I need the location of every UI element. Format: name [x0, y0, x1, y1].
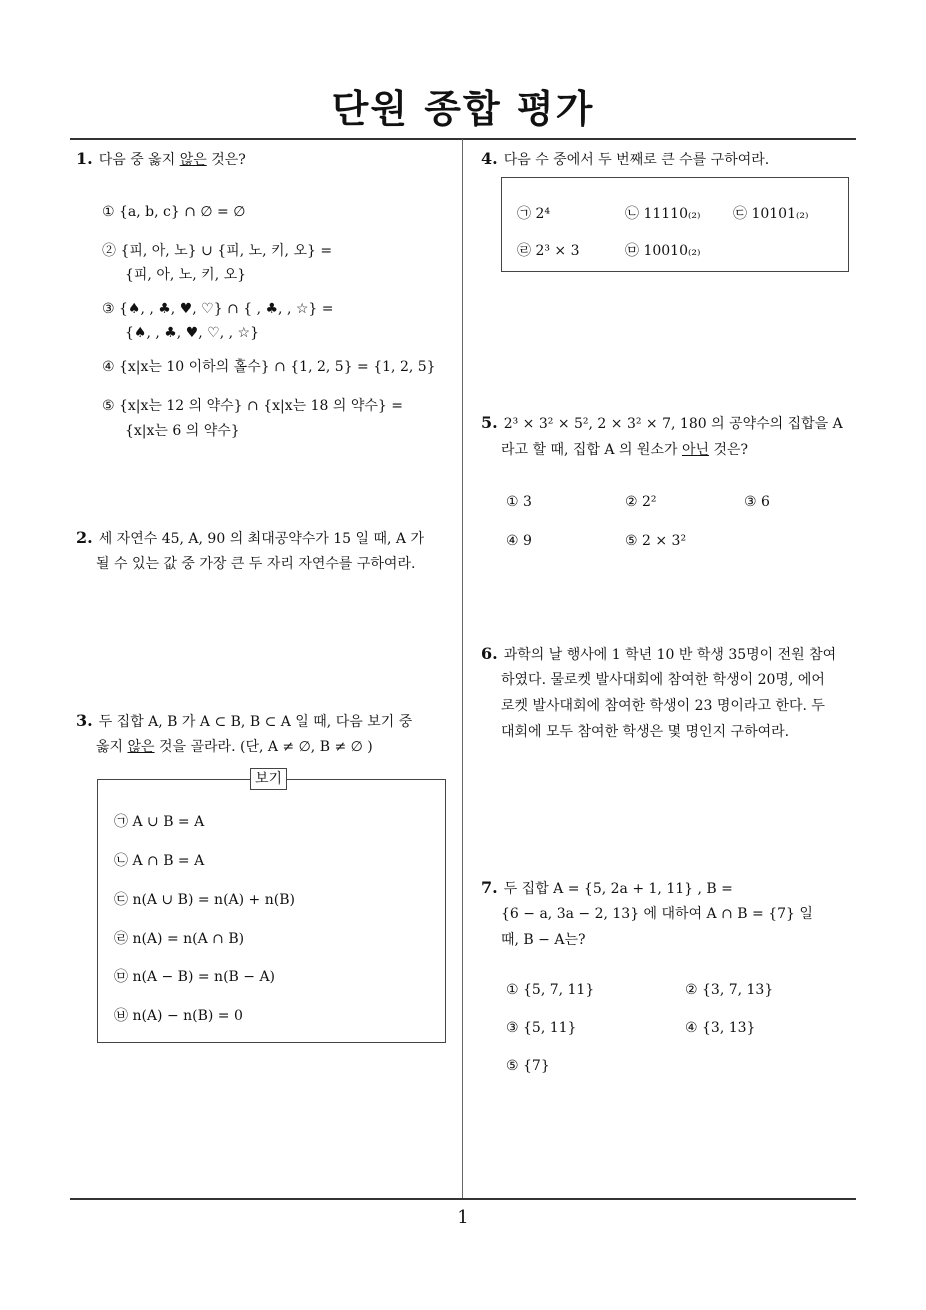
question-number: 4. [481, 149, 498, 168]
question-4-stem: 4. 다음 수 중에서 두 번째로 큰 수를 구하여라. [481, 149, 770, 168]
q7-choice-1: ① {5, 7, 11} [506, 982, 595, 998]
q5-choice-5: ⑤ 2 × 3² [625, 533, 687, 549]
q4-option-2: ㉡ 11110₍₂₎ [625, 206, 701, 222]
q1-choice-3: ③ {♠, , ♣, ♥, ♡} ∩ { , ♣, , ☆} = [102, 301, 334, 317]
column-divider [462, 139, 463, 1199]
question-6-line4: 대회에 모두 참여한 학생은 몇 명인지 구하여라. [501, 724, 790, 740]
q5-choice-2: ② 2² [625, 494, 657, 510]
question-2-stem-line2: 될 수 있는 값 중 가장 큰 두 자리 자연수를 구하여라. [96, 556, 416, 572]
q7-choice-4: ④ {3, 13} [685, 1020, 756, 1036]
q3-item-3: ㉢ n(A ∪ B) = n(A) + n(B) [114, 892, 295, 908]
question-5-stem: 5. 2³ × 3² × 5², 2 × 3² × 7, 180 의 공약수의 집합을 A [481, 413, 843, 432]
question-2-stem: 2. 세 자연수 45, A, 90 의 최대공약수가 15 일 때, A 가 [76, 528, 425, 547]
q4-option-1: ㉠ 2⁴ [517, 206, 550, 222]
question-7-line3: 때, B − A는? [501, 932, 586, 948]
question-7-stem: 7. 두 집합 A = {5, 2a + 1, 11} , B = [481, 878, 733, 897]
q3-item-6: ㉥ n(A) − n(B) = 0 [114, 1008, 243, 1024]
q3-item-1: ㉠ A ∪ B = A [114, 814, 205, 830]
example-box-label: 보기 [250, 768, 287, 790]
q7-choice-3: ③ {5, 11} [506, 1020, 577, 1036]
question-6-stem: 6. 과학의 날 행사에 1 학년 10 반 학생 35명이 전원 참여 [481, 644, 837, 663]
q1-choice-3-cont: {♠, , ♣, ♥, ♡, , ☆} [125, 325, 259, 341]
q4-option-3: ㉢ 10101₍₂₎ [733, 206, 809, 222]
question-5-stem-line2: 라고 할 때, 집합 A 의 원소가 아닌 것은? [501, 442, 749, 458]
q7-choice-5: ⑤ {7} [506, 1058, 550, 1074]
question-6-line2: 하였다. 물로켓 발사대회에 참여한 학생이 20명, 에어 [501, 672, 825, 688]
q3-item-4: ㉣ n(A) = n(A ∩ B) [114, 931, 245, 947]
question-number: 2. [76, 528, 93, 547]
bottom-rule [70, 1198, 856, 1200]
question-number: 5. [481, 413, 498, 432]
q1-choice-5: ⑤ {x|x는 12 의 약수} ∩ {x|x는 18 의 약수} = [102, 398, 403, 414]
q7-choice-2: ② {3, 7, 13} [685, 982, 774, 998]
q1-choice-2-cont: {피, 아, 노, 키, 오} [125, 267, 247, 283]
q3-item-5: ㉤ n(A − B) = n(B − A) [114, 969, 276, 985]
q1-choice-5-cont: {x|x는 6 의 약수} [125, 423, 240, 439]
q4-option-5: ㉤ 10010₍₂₎ [625, 243, 701, 259]
q1-choice-4: ④ {x|x는 10 이하의 홀수} ∩ {1, 2, 5} = {1, 2, 5} [102, 359, 436, 375]
top-rule [70, 138, 856, 140]
question-7-line2: {6 − a, 3a − 2, 13} 에 대하여 A ∩ B = {7} 일 [501, 906, 813, 922]
question-6-line3: 로켓 발사대회에 참여한 학생이 23 명이라고 한다. 두 [501, 698, 825, 714]
question-3-stem: 3. 두 집합 A, B 가 A ⊂ B, B ⊂ A 일 때, 다음 보기 중 [76, 711, 413, 730]
q5-choice-4: ④ 9 [506, 533, 532, 549]
question-3-stem-line2: 옳지 않은 것을 골라라. (단, A ≠ ∅, B ≠ ∅ ) [96, 739, 373, 755]
question-number: 6. [481, 644, 498, 663]
q3-item-2: ㉡ A ∩ B = A [114, 853, 205, 869]
q1-choice-2: ② {피, 아, 노} ∪ {피, 노, 키, 오} = [102, 243, 333, 259]
question-number: 7. [481, 878, 498, 897]
page-title: 단원 종합 평가 [331, 87, 595, 131]
question-number: 1. [76, 149, 93, 168]
q5-choice-3: ③ 6 [744, 494, 770, 510]
page-number: 1 [457, 1207, 469, 1228]
q4-option-4: ㉣ 2³ × 3 [517, 243, 580, 259]
question-1-stem: 1. 다음 중 옳지 않은 것은? [76, 149, 246, 168]
q5-choice-1: ① 3 [506, 494, 532, 510]
question-number: 3. [76, 711, 93, 730]
q1-choice-1: ① {a, b, c} ∩ ∅ = ∅ [102, 204, 246, 220]
